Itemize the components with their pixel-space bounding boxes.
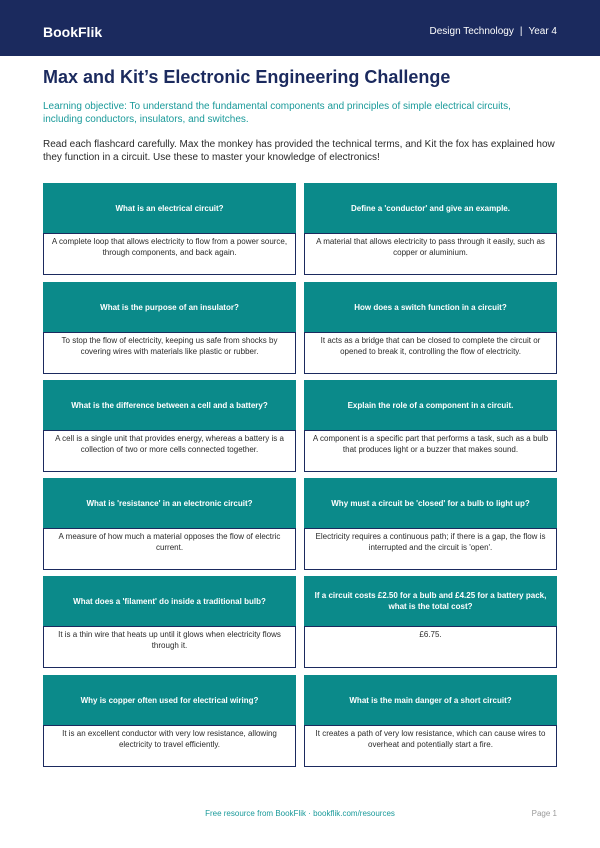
- flashcard: [304, 576, 557, 668]
- flashcard-answer: It is an excellent conductor with very low resistance, allowing electricity to travel efficiently.: [43, 725, 296, 767]
- year-label: Year 4: [528, 26, 557, 37]
- flashcard: [304, 183, 557, 275]
- flashcard-question: Explain the role of a component in a circuit.: [304, 380, 557, 430]
- flashcard: [43, 675, 296, 767]
- flashcard-answer: A cell is a single unit that provides energy, whereas a battery is a collection of two or more cells connected together.: [43, 430, 296, 472]
- learning-objective: Learning objective: To understand the fundamental components and principles of simple electrical circuits, including conductors, insulators, and switches.: [43, 101, 511, 125]
- intro-paragraph: Read each flashcard carefully. Max the monkey has provided the technical terms, and Kit the fox has explained how they function in a circuit. Use these to master your knowledge of electronics!: [43, 139, 555, 163]
- flashcard-answer: To stop the flow of electricity, keeping us safe from shocks by covering wires with materials like plastic or rubber.: [43, 332, 296, 374]
- flashcard: [43, 576, 296, 668]
- flashcard-question: How does a switch function in a circuit?: [304, 282, 557, 332]
- page-title: Max and Kit’s Electronic Engineering Challenge: [43, 67, 451, 87]
- meta-separator: |: [519, 26, 523, 37]
- header-meta: [430, 26, 557, 38]
- flashcard: [304, 478, 557, 570]
- flashcard-answer: A complete loop that allows electricity to flow from a power source, through components, and back again.: [43, 233, 296, 275]
- flashcard-answer: It acts as a bridge that can be closed to complete the circuit or opened to break it, controlling the flow of electricity.: [304, 332, 557, 374]
- flashcard: [304, 675, 557, 767]
- flashcard-question: Why is copper often used for electrical wiring?: [43, 675, 296, 725]
- flashcard-question: What is the main danger of a short circuit?: [304, 675, 557, 725]
- flashcard-question: What does a 'filament' do inside a traditional bulb?: [43, 576, 296, 626]
- flashcard-answer: A component is a specific part that performs a task, such as a bulb that produces light or a buzzer that makes sound.: [304, 430, 557, 472]
- brand-logo-text[interactable]: BookFlik: [43, 24, 103, 40]
- flashcard-question: If a circuit costs £2.50 for a bulb and £4.25 for a battery pack, what is the total cost?: [304, 576, 557, 626]
- flashcard-answer: A material that allows electricity to pass through it easily, such as copper or aluminium.: [304, 233, 557, 275]
- flashcard-question: What is an electrical circuit?: [43, 183, 296, 233]
- flashcard-question: Define a 'conductor' and give an example.: [304, 183, 557, 233]
- subject-label: Design Technology: [429, 26, 514, 37]
- flashcard-answer: Electricity requires a continuous path; if there is a gap, the flow is interrupted and the circuit is 'open'.: [304, 528, 557, 570]
- flashcard-question: Why must a circuit be 'closed' for a bulb to light up?: [304, 478, 557, 528]
- flashcard-question: What is 'resistance' in an electronic circuit?: [43, 478, 296, 528]
- flashcard: [43, 282, 296, 374]
- flashcard: [43, 478, 296, 570]
- flashcard-answer: It creates a path of very low resistance, which can cause wires to overheat and potentially start a fire.: [304, 725, 557, 767]
- flashcard: [43, 183, 296, 275]
- flashcard: [43, 380, 296, 472]
- page-number: Page 1: [531, 809, 557, 818]
- flashcard-question: What is the purpose of an insulator?: [43, 282, 296, 332]
- top-header-bar: [0, 0, 600, 56]
- footer-resource-link[interactable]: Free resource from BookFlik · bookflik.com/resources: [205, 809, 395, 818]
- flashcard-question: What is the difference between a cell and a battery?: [43, 380, 296, 430]
- flashcard-answer: £6.75.: [304, 626, 557, 668]
- flashcard: [304, 282, 557, 374]
- flashcard: [304, 380, 557, 472]
- flashcard-answer: It is a thin wire that heats up until it glows when electricity flows through it.: [43, 626, 296, 668]
- flashcard-answer: A measure of how much a material opposes the flow of electric current.: [43, 528, 296, 570]
